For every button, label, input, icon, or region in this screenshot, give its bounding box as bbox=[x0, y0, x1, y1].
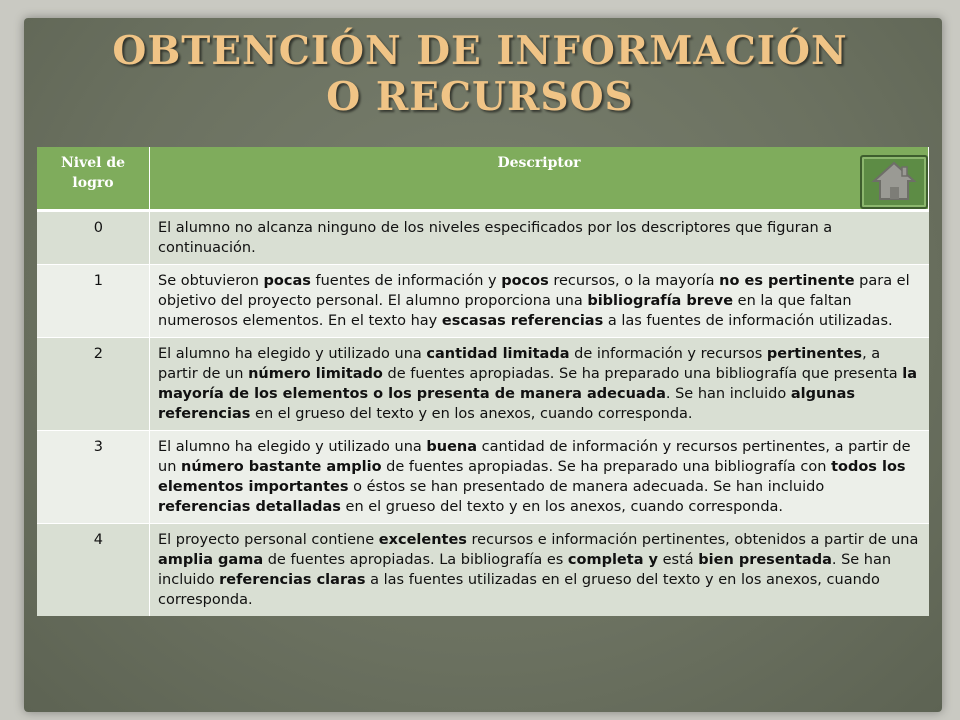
descriptor-emphasis: número limitado bbox=[248, 366, 383, 382]
descriptor-cell bbox=[150, 211, 929, 265]
table-body bbox=[37, 211, 929, 617]
descriptor-text: a las fuentes de información utilizadas. bbox=[603, 313, 893, 329]
descriptor-emphasis: cantidad limitada bbox=[426, 346, 570, 362]
descriptor-emphasis: pocos bbox=[501, 273, 549, 289]
descriptor-emphasis: amplia gama bbox=[158, 552, 264, 568]
descriptor-text: El alumno no alcanza ninguno de los niveles especificados por los descriptores que figuran a continuación. bbox=[158, 220, 833, 256]
table-row bbox=[37, 211, 929, 265]
descriptor-text: de información y recursos bbox=[569, 346, 767, 362]
descriptor-emphasis: referencias detalladas bbox=[158, 499, 341, 515]
descriptor-text: El alumno ha elegido y utilizado una bbox=[158, 439, 427, 455]
descriptor-emphasis: buena bbox=[426, 439, 478, 455]
descriptor-cell bbox=[150, 338, 929, 431]
descriptor-text: de fuentes apropiadas. Se ha preparado una bibliografía que presenta bbox=[382, 366, 903, 382]
descriptor-emphasis: no es pertinente bbox=[719, 273, 855, 289]
descriptor-cell bbox=[150, 265, 929, 338]
table-header-row bbox=[37, 147, 929, 211]
descriptor-text: en la que faltan numerosos elementos. En el texto hay bbox=[158, 293, 852, 329]
title-line-1: OBTENCIÓN DE INFORMACIÓN bbox=[112, 28, 848, 74]
home-icon bbox=[870, 159, 918, 203]
descriptor-emphasis: pocas bbox=[263, 273, 311, 289]
descriptor-text: a las fuentes utilizadas en el grueso del texto y en los anexos, cuando corresponda. bbox=[158, 572, 880, 608]
home-button[interactable] bbox=[860, 155, 928, 209]
descriptor-text: . Se han incluido bbox=[158, 552, 892, 588]
descriptor-emphasis: todos los elementos importantes bbox=[158, 459, 906, 495]
descriptor-emphasis: pertinentes bbox=[766, 346, 863, 362]
descriptor-text: para el objetivo del proyecto personal. El alumno proporciona una bbox=[158, 273, 910, 309]
descriptor-emphasis: referencias claras bbox=[219, 572, 366, 588]
level-cell: 1 bbox=[37, 265, 150, 338]
descriptor-emphasis: bien presentada bbox=[698, 552, 832, 568]
descriptor-text: , a partir de un bbox=[158, 346, 881, 382]
level-cell: 3 bbox=[37, 431, 150, 524]
descriptor-text: en el grueso del texto y en los anexos, cuando corresponda. bbox=[250, 406, 693, 422]
descriptor-text: de fuentes apropiadas. Se ha preparado una bibliografía con bbox=[381, 459, 832, 475]
rubric-table bbox=[37, 147, 929, 616]
descriptor-text: recursos, o la mayoría bbox=[548, 273, 720, 289]
descriptor-text: o éstos se han presentado de manera adecuada. Se han incluido bbox=[348, 479, 825, 495]
descriptor-text: cantidad de información y recursos pertinentes, a partir de un bbox=[158, 439, 911, 475]
table-row bbox=[37, 524, 929, 617]
descriptor-cell bbox=[150, 524, 929, 617]
descriptor-cell bbox=[150, 431, 929, 524]
descriptor-text: recursos e información pertinentes, obtenidos a partir de una bbox=[466, 532, 919, 548]
level-cell: 4 bbox=[37, 524, 150, 617]
table-row bbox=[37, 265, 929, 338]
descriptor-emphasis: número bastante amplio bbox=[181, 459, 382, 475]
descriptor-text: de fuentes apropiadas. La bibliografía es bbox=[263, 552, 568, 568]
table-row bbox=[37, 431, 929, 524]
slide-title bbox=[0, 28, 960, 120]
descriptor-text: en el grueso del texto y en los anexos, cuando corresponda. bbox=[340, 499, 784, 515]
table-row bbox=[37, 338, 929, 431]
title-line-2: O RECURSOS bbox=[326, 74, 634, 120]
level-cell: 0 bbox=[37, 211, 150, 265]
descriptor-emphasis: bibliografía breve bbox=[587, 293, 734, 309]
descriptor-emphasis: algunas referencias bbox=[158, 386, 856, 422]
descriptor-emphasis: la mayoría de los elementos o los presenta de manera adecuada bbox=[158, 366, 918, 402]
descriptor-text: . Se han incluido bbox=[665, 386, 791, 402]
level-cell: 2 bbox=[37, 338, 150, 431]
descriptor-text: Se obtuvieron bbox=[158, 273, 264, 289]
descriptor-text: fuentes de información y bbox=[310, 273, 502, 289]
descriptor-emphasis: escasas referencias bbox=[441, 313, 604, 329]
descriptor-emphasis: excelentes bbox=[378, 532, 467, 548]
descriptor-text: El proyecto personal contiene bbox=[158, 532, 379, 548]
header-level: Nivel de logro bbox=[37, 147, 150, 211]
header-descriptor: Descriptor bbox=[150, 147, 929, 211]
descriptor-text: El alumno ha elegido y utilizado una bbox=[158, 346, 427, 362]
descriptor-text: está bbox=[658, 552, 699, 568]
descriptor-emphasis: completa y bbox=[567, 552, 658, 568]
